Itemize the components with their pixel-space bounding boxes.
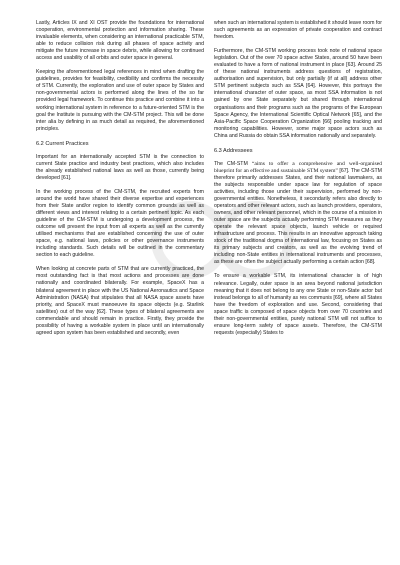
section-heading: 6.2 Current Practices bbox=[36, 140, 89, 147]
right-column bbox=[214, 20, 382, 344]
paragraph-text: The CM-STM bbox=[214, 160, 252, 167]
paragraph: Keeping the aforementioned legal references in mind when drafting the guidelines, provides for feasibility, credibility and confirms the necessity of STM. Currently, the exploration and use of outer space by States and non-governmental actors is performed along the lines of the so far provided legal framework. To continue this practice and combine it into a working international system in reference to a future-oriented STM is the goal the Institute is pursuing with the CM-STM project. This will be done inter alia by defining in as much detail as required, the aforementioned principles. bbox=[36, 69, 204, 132]
paragraph: To ensure a workable STM, its international character is of high relevance. Legally, outer space is an area beyond national jurisdiction meaning that it does not belong to any one State or non-State actor but instead belongs to all of humanity as res communis [69], where all States have the freedom of exploration and use. Second, considering that space traffic is composed of space objects from over 70 countries and their non-governmental entities, purely national STM will not suffice to ensure long-term safety of space assets. Therefore, the CM-STM requests (especially) States to bbox=[214, 273, 382, 336]
paragraph: In the working process of the CM-STM, the recruited experts from around the world have shared their diverse expertise and experiences from their State and/or region to identify common grounds as well as different views and interest relating to a certain pertinent topic. As each guideline of the CM-STM is undergoing a development process, the outcome will present the input from all experts as well as the currently utilised mechanisms that are established concerning the use of outer space, e.g. national laws, policies or other governance instruments including standards. Such details will be outlined in the commentary section to each guideline. bbox=[36, 188, 204, 259]
paragraph: Lastly, Articles IX and XI OST provide the foundations for international cooperation, environmental protection and information sharing. These invaluable elements, when considering an international practicable STM, able to reduce collision risk during all phases of space activity and mitigate the future increase in space debris, while allowing for continued access and usability of all orbits and outer space in general. bbox=[36, 20, 204, 62]
paragraph: Furthermore, the CM-STM working process took note of national space legislation. Out of the over 70 space active States, around 50 have been evaluated to have a form of national instrument in place [63]. Around 25 of these national instruments address questions of registration, authorisation and supervision, but only partially (if at all) address other STM pertinent subjects such as SSA [64]. However, this portrays the international character of outer space, as most SSA information is not gained by one State separately but shared through international organisations and their programs such as the programs of the European Space Agency, the International Scientific Optical Network [65], and the Asia-Pacific Space Cooperation Organization [66] pooling tracking and monitoring capabilities. However, some major space actors such as China and Russia do obtain SSA information nationally and separately. bbox=[214, 48, 382, 139]
quotation: “aims to offer a comprehensive and well-organised blueprint for an effective and sustainable STM system” bbox=[214, 160, 382, 174]
paragraph: Important for an internationally accepted STM is the connection to current State practice and industry best practices, which also includes the already established national laws as well as those, currently being developed [61]. bbox=[36, 153, 204, 181]
left-column bbox=[36, 20, 204, 344]
paragraph: when such an international system is established it should leave room for such agreements as an expression of private cooperation and contract freedom. bbox=[214, 20, 382, 41]
paragraph-text: [67]. The CM-STM therefore primarily addresses States, and their national lawmakers, as the subjects responsible under space law for regulation of space activities, including those under their supervision, performed by non-governmental entities. Nonetheless, it secondarily refers also directly to operators and other relevant actors, such as launch providers, operators, owners, and other relevant personnel, which in the course of a mission in outer space are the subjects actually performing STM measures as they operate the relevant space objects, launch vehicle or required infrastructure and process. This results in an innovative approach taking stock of the traditional dogma of international law, focusing on States as its primary subjects and creators, as well as the evolving trend of including non-State entities in international instruments and processes, as these are often the subject actually performing a certain action [68]. bbox=[214, 167, 382, 266]
paragraph: When looking at concrete parts of STM that are currently practiced, the most outstanding fact is that most actions and processes are done nationally and coordinated bilaterally. For example, SpaceX has a bilateral agreement in place with the US National Aeronautics and Space Administration (NASA) that stipulates that all NASA space assets have priority, and SpaceX must manoeuvre its space objects (e.g. Starlink satellites) out of the way [62]. These types of bilateral agreements are commendable and should remain in practice. Firstly, they provide the possibility of having a workable system in place until an internationally agreed upon system has been established and secondly, even bbox=[36, 266, 204, 336]
paragraph bbox=[214, 161, 382, 267]
section-heading: 6.3 Addressees bbox=[214, 147, 253, 154]
